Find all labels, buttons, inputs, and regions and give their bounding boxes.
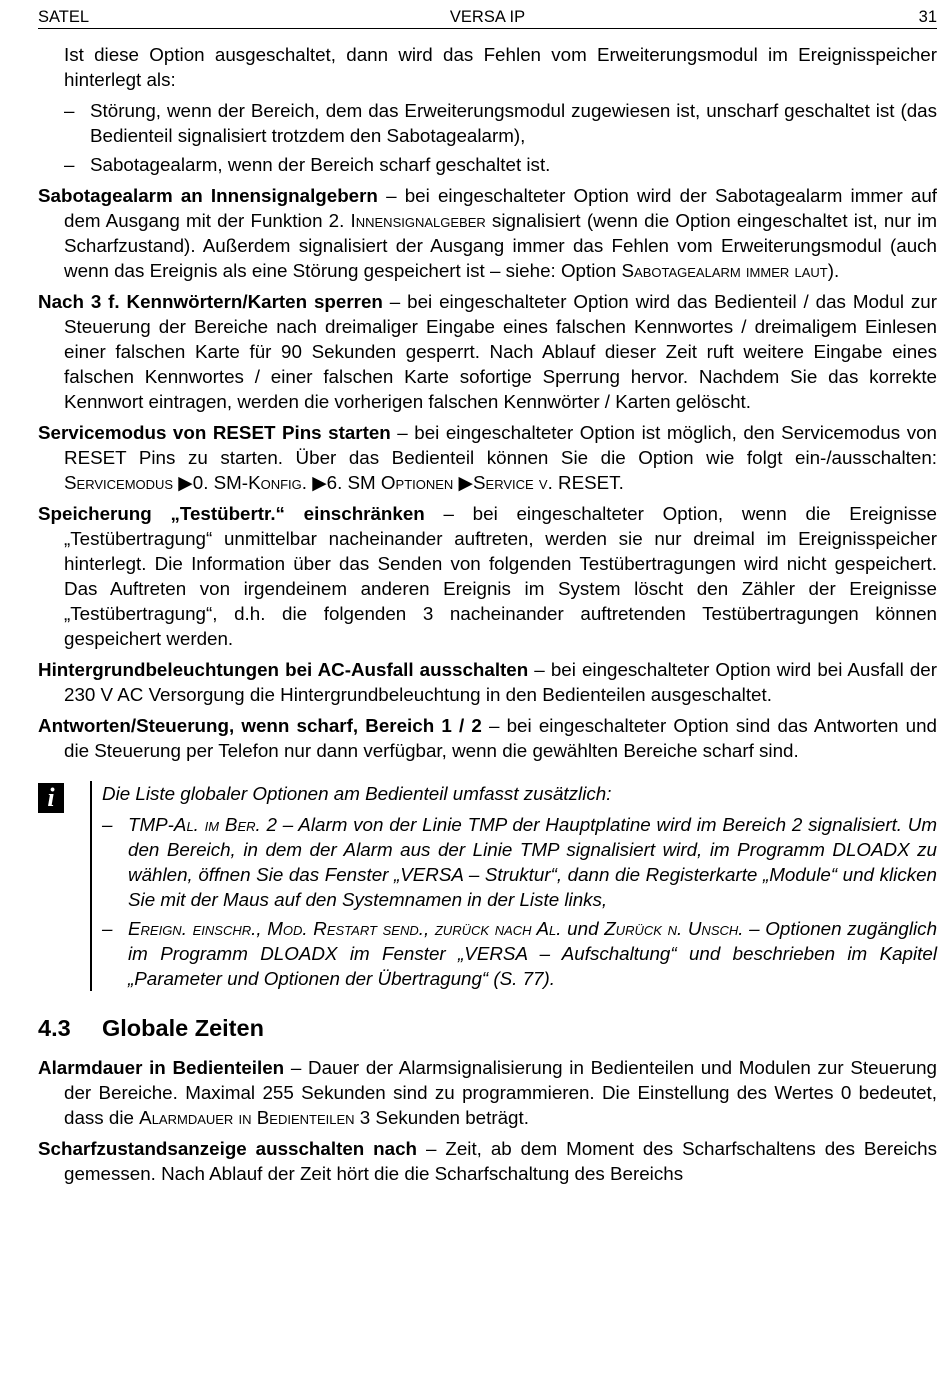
list-item	[102, 916, 937, 991]
info-icon: i	[38, 783, 64, 813]
option-ref: l. im	[186, 814, 220, 835]
option-term: Nach 3 f. Kennwörtern/Karten sperren	[38, 291, 383, 312]
option-text: signalisiert (wenn die Option eingeschaltet ist, nur im Scharfzustand). Außerdem signalisiert der Ausgang immer das Fehlen vom Erweiterungsmodul (auch wenn das Ereignis als eine Störung gespeichert ist – siehe: Option	[64, 210, 937, 281]
section-heading	[38, 1013, 937, 1043]
menu-ref: Servicemodus	[64, 472, 174, 493]
note-body	[102, 781, 937, 991]
menu-ref: ptionen	[395, 472, 454, 493]
option-service	[38, 420, 937, 495]
option-text: – bei eingeschalteter Option, wenn die Ereignisse „Testübertragung“ unmittelbar nacheinander auftreten, werden sie nur dreimal im Ereignisspeicher hinterlegt. Die Information über das Senden von folgenden Testübertragungen wird nicht gespeichert. Das Auftreten von irgendeinem anderen Ereignis im System löscht den Zähler der Ereignisse „Testübertragung“, d.h. die folgenden 3 nacheinander auftretenden Testübertragungen können gespeichert werden.	[64, 503, 937, 649]
option-ref: Innensignalgeber	[350, 210, 486, 231]
note-list	[102, 812, 937, 991]
option-scharfzustand	[38, 1136, 937, 1186]
list-item: – Sabotagealarm, wenn der Bereich scharf geschaltet ist.	[64, 152, 937, 177]
option-term: Antworten/Steuerung, wenn scharf, Bereich 1 / 2	[38, 715, 482, 736]
note-intro: Die Liste globaler Optionen am Bedienteil umfasst zusätzlich:	[102, 783, 612, 804]
option-term: Servicemodus von RESET Pins starten	[38, 422, 391, 443]
option-nach3	[38, 289, 937, 414]
option-ref: Sabotagealarm immer laut	[621, 260, 828, 281]
option-antworten	[38, 713, 937, 763]
option-ref: zurück nach Al.	[434, 918, 562, 939]
option-text: – bei eingeschalteter Option wird das Bedienteil / das Modul zur Steuerung der Bereiche nach dreimaliger Eingabe eines falschen Kennwortes / dreimaligem Einlesen einer falschen Karte für 90 Sekunden gesperrt. Nach Ablauf dieser Zeit ruft weitere Eingabe eines falschen Kennwortes / einer falschen Karte sofortige Sperrung hervor. Nachdem Sie das korrekte Kennwort eintragen, werden die vorherigen falschen Kennwörter / Karten gelöscht.	[64, 291, 937, 412]
option-text: – bei eingeschalteter Option wird der Sabotagealarm immer auf dem Ausgang mit der Funktion 2.	[64, 185, 937, 231]
option-ref: er	[237, 814, 256, 835]
menu-ref: Service v	[473, 472, 548, 493]
option-text: – Dauer der Alarmsignalisierung in Bedienteilen und Modulen zur Steuerung der Bereiche. Maximal 255 Sekunden sind zu programmieren. Die Einstellung des Wertes 0 bedeutet, dass die	[64, 1057, 937, 1128]
option-text: – bei eingeschalteter Option wird bei Ausfall der 230 V AC Versorgung die Hintergrundbeleuchtung in den Bedienteilen ausgeschaltet.	[64, 659, 937, 705]
page-number: 31	[918, 8, 937, 26]
note-divider	[90, 781, 92, 991]
option-ref: Alarmdauer in Bedienteilen	[139, 1107, 355, 1128]
option-ref: Ereign. einschr.	[128, 918, 257, 939]
note-text: und	[561, 918, 605, 939]
header-product: VERSA IP	[449, 8, 526, 26]
header-brand: SATEL	[38, 8, 90, 26]
option-term: Alarmdauer in Bedienteilen	[38, 1057, 285, 1078]
note-text: ,	[423, 918, 435, 939]
option-term: Scharfzustandsanzeige ausschalten nach	[38, 1138, 418, 1159]
option-hintergrund	[38, 657, 937, 707]
option-text: . RESET.	[547, 472, 624, 493]
option-ref: Mod. Restart send.	[267, 918, 424, 939]
option-text: ▶	[453, 472, 473, 493]
page-content	[38, 42, 937, 1192]
note-text: ,	[256, 918, 268, 939]
option-term: Hintergrundbeleuchtungen bei AC-Ausfall ausschalten	[38, 659, 529, 680]
intro-list	[64, 98, 937, 177]
note-text: – Optionen zugänglich im Programm DLOADX im Fenster „VERSA – Aufschaltung“ und beschrieben im Kapitel „Parameter und Optionen der Übertragung“ (S. 77).	[128, 918, 938, 989]
option-sabotage	[38, 183, 937, 283]
info-note	[38, 781, 937, 991]
section-number: 4.3	[38, 1015, 71, 1041]
option-text: – bei eingeschalteter Option ist möglich, den Servicemodus von RESET Pins zu starten. Über das Bedienteil können Sie die Option wie folgt ein-/ausschalten:	[64, 422, 937, 468]
option-text: – bei eingeschalteter Option sind das Antworten und die Steuerung per Telefon nur dann verfügbar, wenn die gewählten Bereiche scharf sind.	[64, 715, 938, 761]
menu-ref: onfig	[260, 472, 302, 493]
option-speicherung	[38, 501, 937, 651]
option-text: 3 Sekunden beträgt.	[354, 1107, 529, 1128]
option-text: . ▶6. SM O	[301, 472, 396, 493]
section-title: Globale Zeiten	[102, 1015, 264, 1041]
note-text: TMP-A	[128, 814, 187, 835]
option-text: ▶0. SM-K	[173, 472, 261, 493]
intro-text: Ist diese Option ausgeschaltet, dann wird das Fehlen vom Erweiterungsmodul im Ereignisspeicher hinterlegt als:	[64, 44, 937, 90]
option-alarmdauer	[38, 1055, 937, 1130]
list-item: – Störung, wenn der Bereich, dem das Erweiterungsmodul zugewiesen ist, unscharf geschaltet ist (das Bedienteil signalisiert trotzdem den Sabotagealarm),	[64, 98, 937, 148]
list-item	[102, 812, 937, 912]
option-text: ).	[827, 260, 840, 281]
option-term: Sabotagealarm an Innensignalgebern	[38, 185, 378, 206]
page-header	[38, 4, 937, 29]
note-text: B	[219, 814, 238, 835]
option-term: Speicherung „Testübertr.“ einschränken	[38, 503, 425, 524]
option-text: – Zeit, ab dem Moment des Scharfschaltens des Bereichs gemessen. Nach Ablauf der Zeit hört die die Scharfschaltung des Bereichs	[64, 1138, 937, 1184]
note-text: . 2 – Alarm von der Linie TMP der Hauptplatine wird im Bereich 2 signalisiert. Um den Bereich, in dem der Alarm aus der Linie TMP signalisiert wird, im Programm DLOADX zu wählen, öffnen Sie das Fenster „VERSA – Struktur“, dann die Registerkarte „Module“ und klicken Sie mit der Maus auf den Systemnamen in der Liste links,	[128, 814, 938, 910]
option-ref: Zurück n. Unsch.	[604, 918, 744, 939]
